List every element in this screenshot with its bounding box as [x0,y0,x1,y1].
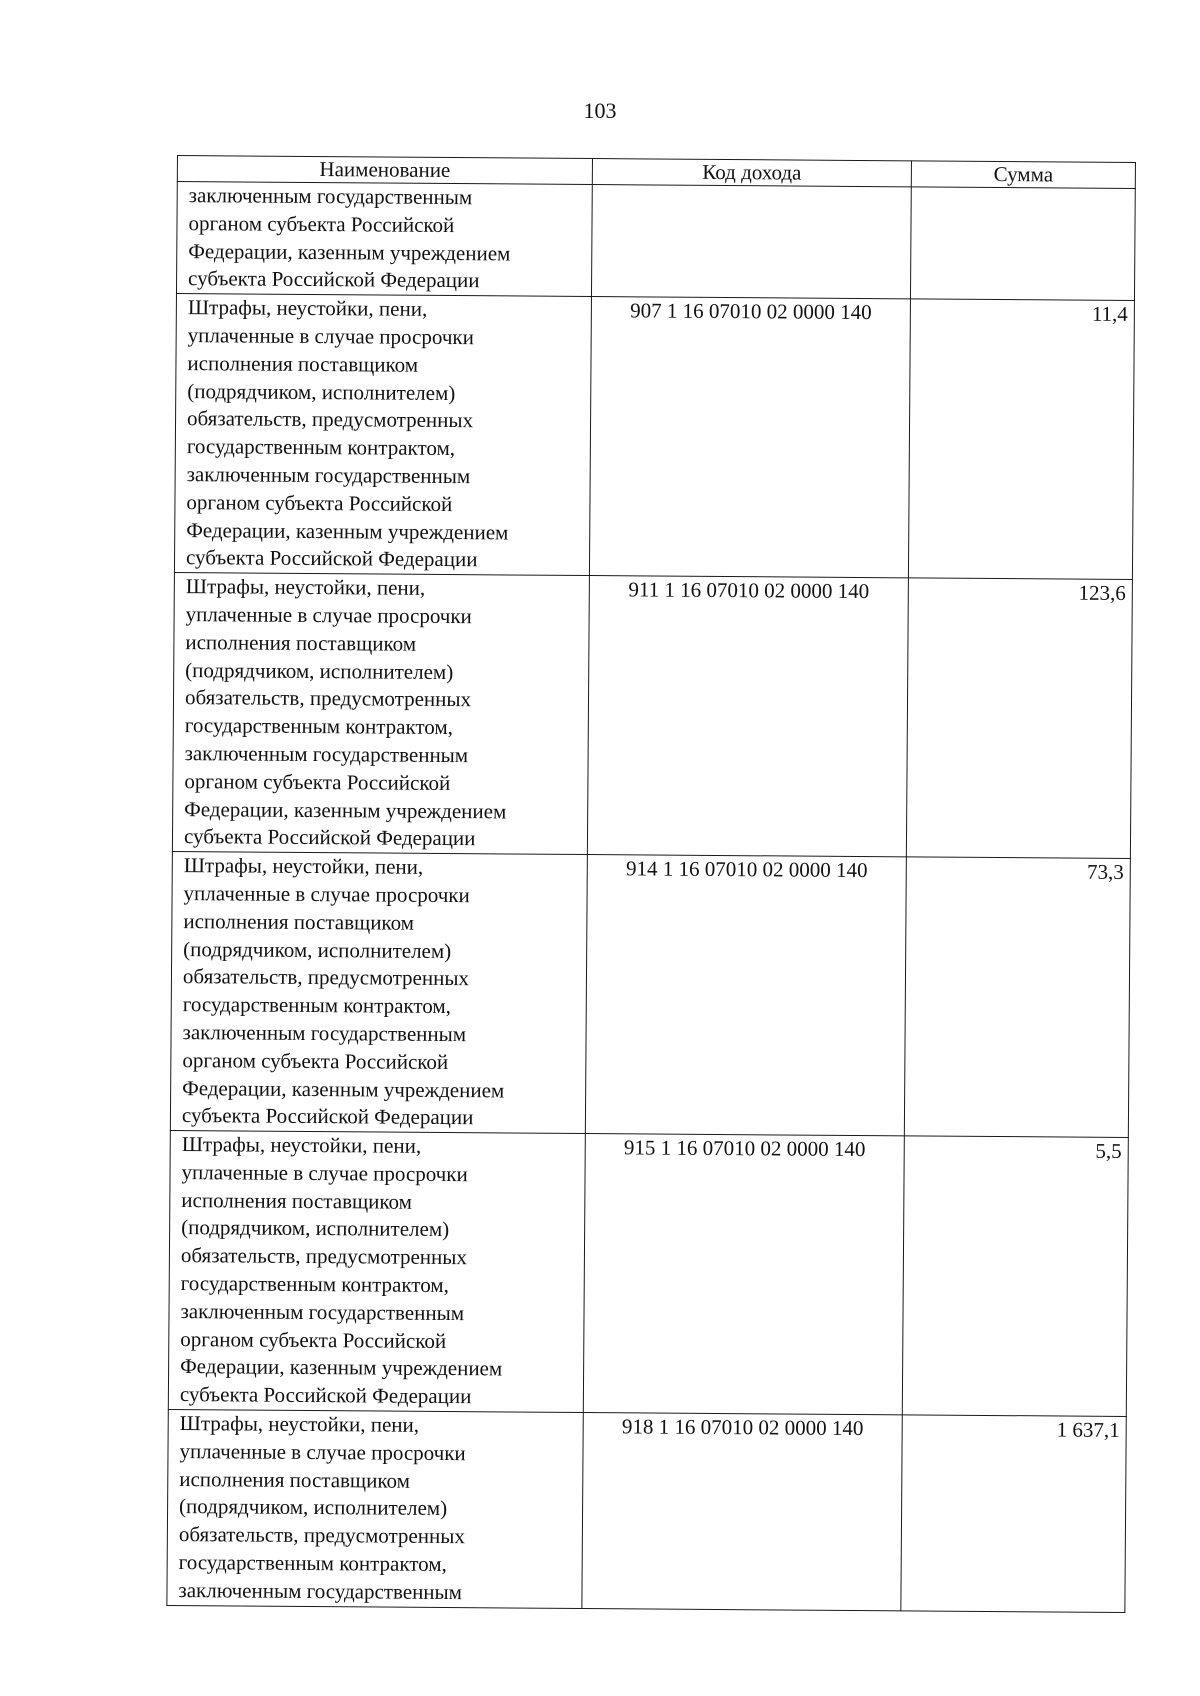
table-row [170,852,1130,1138]
row-code: 907 1 16 07010 02 0000 140 [589,297,910,578]
table-row [174,294,1134,580]
row-code: 918 1 16 07010 02 0000 140 [582,1413,902,1611]
row-sum: 11,4 [908,299,1134,580]
row-name-cell [167,1410,583,1609]
row-name: заключенным государственным органом субъекта Российской Федерации, казенным учреждением субъекта Российской Федерации [188,183,511,293]
row-name: Штрафы, неустойки, пени, уплаченные в случае просрочки исполнения поставщиком (подрядчиком, исполнителем) обязательств, предусмотренных государственным контрактом, заключенным государственным органом субъекта Российской Федерации, казенным учреждением субъекта Российской Федерации [183,574,507,851]
row-code [591,185,911,300]
row-name: Штрафы, неустойки, пени, уплаченные в случае просрочки исполнения поставщиком (подрядчиком, исполнителем) обязательств, предусмотренных государственным контрактом, заключенным государственным органом субъекта Российской Федерации, казенным учреждением субъекта Российской Федерации [179,1132,503,1409]
table-row [172,573,1132,859]
row-name-cell [168,1131,585,1413]
row-name: Штрафы, неустойки, пени, уплаченные в случае просрочки исполнения поставщиком (подрядчиком, исполнителем) обязательств, предусмотренных государственным контрактом, заключенным государственным органом субъекта Российской Федерации, казенным учреждением субъекта Российской Федерации [181,853,505,1130]
row-name-cell [172,573,589,855]
page-number: 103 [583,98,617,123]
header-code: Код дохода [592,159,911,187]
row-name-cell [174,294,591,576]
row-sum: 73,3 [904,857,1130,1138]
table-row [167,1410,1126,1613]
row-name: Штрафы, неустойки, пени, уплаченные в случае просрочки исполнения поставщиком (подрядчиком, исполнителем) обязательств, предусмотренных государственным контрактом, заключенным государственным [178,1411,466,1604]
header-sum: Сумма [911,161,1135,189]
row-sum: 5,5 [902,1136,1128,1417]
table-row [176,182,1135,301]
row-name-cell [170,852,587,1134]
row-sum [910,187,1135,301]
row-sum: 1 637,1 [901,1415,1126,1612]
row-name: Штрафы, неустойки, пени, уплаченные в случае просрочки исполнения поставщиком (подрядчиком, исполнителем) обязательств, предусмотренных государственным контрактом, заключенным государственным органом субъекта Российской Федерации, казенным учреждением субъекта Российской Федерации [185,295,509,572]
row-code: 915 1 16 07010 02 0000 140 [583,1134,904,1415]
revenue-table [166,155,1136,1613]
row-code: 911 1 16 07010 02 0000 140 [587,576,908,857]
row-code: 914 1 16 07010 02 0000 140 [585,855,906,1136]
row-sum: 123,6 [906,578,1132,859]
table-row [168,1131,1128,1417]
row-name-cell [176,182,592,297]
header-name: Наименование [177,156,592,185]
